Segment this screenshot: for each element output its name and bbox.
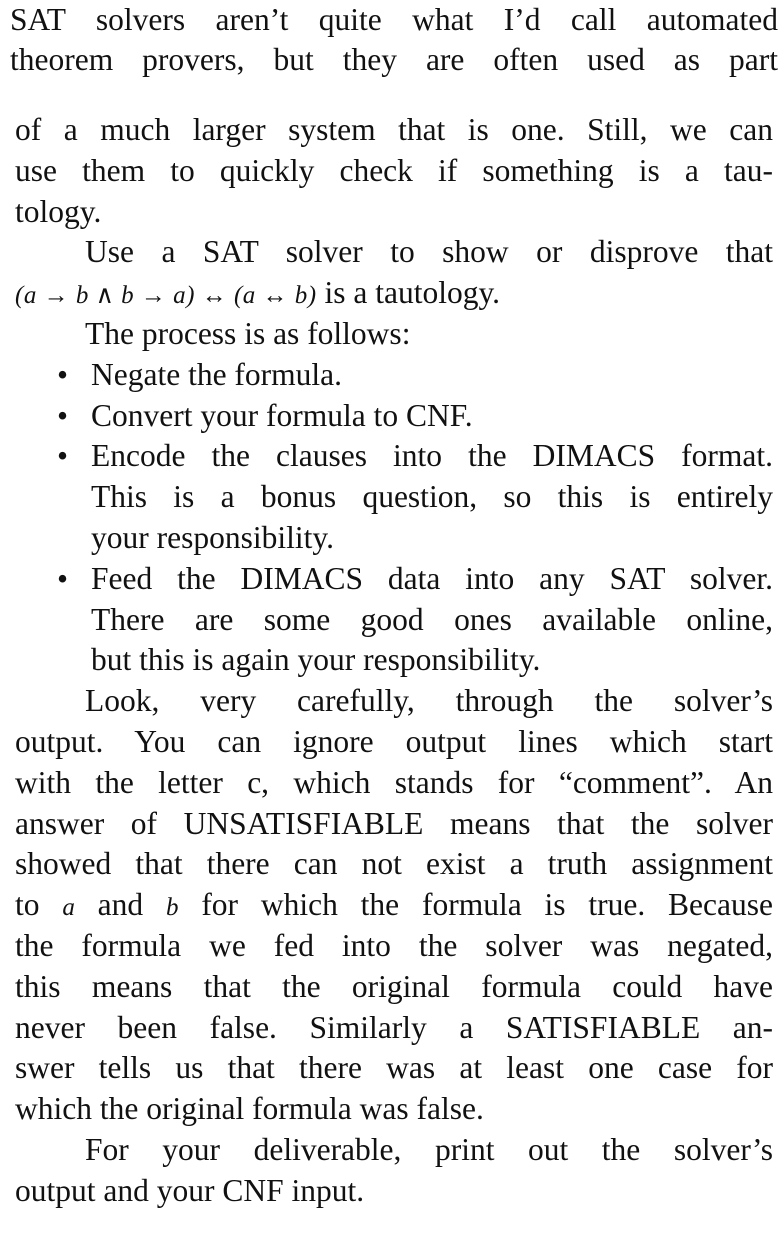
text-line: Use a SAT solver to show or disprove that [85, 234, 773, 270]
text-line: use them to quickly check if something is a tau- [15, 152, 773, 188]
list-item-continuation [15, 600, 773, 641]
process-section [15, 314, 773, 681]
list-item-continuation [15, 640, 773, 681]
list-item-continuation [15, 477, 773, 518]
list-item-text: Feed the DIMACS data into any SAT solver. [91, 560, 773, 596]
bullet-icon: • [57, 397, 69, 433]
list-item-text: your responsibility. [91, 519, 334, 555]
variable-b: b [165, 894, 179, 922]
text-line: of a much larger system that is one. Still, we can [15, 112, 773, 147]
list-item-text: Convert your formula to CNF. [91, 397, 473, 433]
variable-a: a [62, 894, 75, 922]
text-line [15, 885, 773, 926]
text-line: showed that there can not exist a truth assignment [15, 846, 773, 882]
text-line: output and your CNF input. [15, 1172, 365, 1208]
text-fragment: and [74, 887, 166, 923]
text-line: tology. [15, 193, 102, 229]
text-line [15, 273, 773, 314]
bullet-icon: • [57, 560, 69, 596]
text-line: For your deliverable, print out the solver’s [85, 1131, 773, 1167]
tautology-formula: (a → b ∧ b → a) ↔ (a ↔ b) [15, 282, 317, 310]
list-item [15, 436, 773, 477]
intro-paragraph [10, 0, 778, 80]
text-line: output. You can ignore output lines which start [15, 723, 773, 759]
text-fragment: to [15, 887, 63, 923]
text-line: Look, very carefully, through the solver’s [85, 683, 773, 719]
list-item-text: Encode the clauses into the DIMACS format. [91, 438, 773, 474]
text-line: answer of UNSATISFIABLE means that the solver [15, 805, 773, 841]
text-line: SAT solvers aren’t quite what I’d call automated [10, 2, 778, 37]
text-line: which the original formula was false. [15, 1091, 484, 1127]
text-line: never been false. Similarly a SATISFIABLE an- [15, 1009, 773, 1045]
text-line: theorem provers, but they are often used as part [10, 42, 778, 77]
list-item-text: There are some good ones available online, [91, 601, 773, 637]
text-line: this means that the original formula could have [15, 968, 773, 1004]
text-line: with the letter c, which stands for “comment”. An [15, 764, 773, 800]
process-list [15, 355, 773, 681]
list-item [15, 559, 773, 600]
deliverable-paragraph [15, 1130, 773, 1212]
text-line: the formula we fed into the solver was negated, [15, 927, 773, 963]
text-line: swer tells us that there was at least one case for [15, 1050, 773, 1086]
main-text [15, 110, 773, 1212]
list-item [15, 355, 773, 396]
formula-suffix: is a tautology. [316, 275, 501, 311]
list-item [15, 396, 773, 437]
list-item-text: but this is again your responsibility. [91, 642, 541, 678]
list-item-text: Negate the formula. [91, 356, 343, 392]
paragraph-continuation [15, 110, 773, 232]
question-paragraph [15, 232, 773, 314]
output-paragraph [15, 681, 773, 1130]
bullet-icon: • [57, 356, 69, 392]
text-fragment: for which the formula is true. Because [178, 887, 773, 923]
process-intro: The process is as follows: [85, 315, 411, 351]
list-item-text: This is a bonus question, so this is entirely [91, 479, 773, 515]
bullet-icon: • [57, 438, 69, 474]
list-item-continuation [15, 518, 773, 559]
